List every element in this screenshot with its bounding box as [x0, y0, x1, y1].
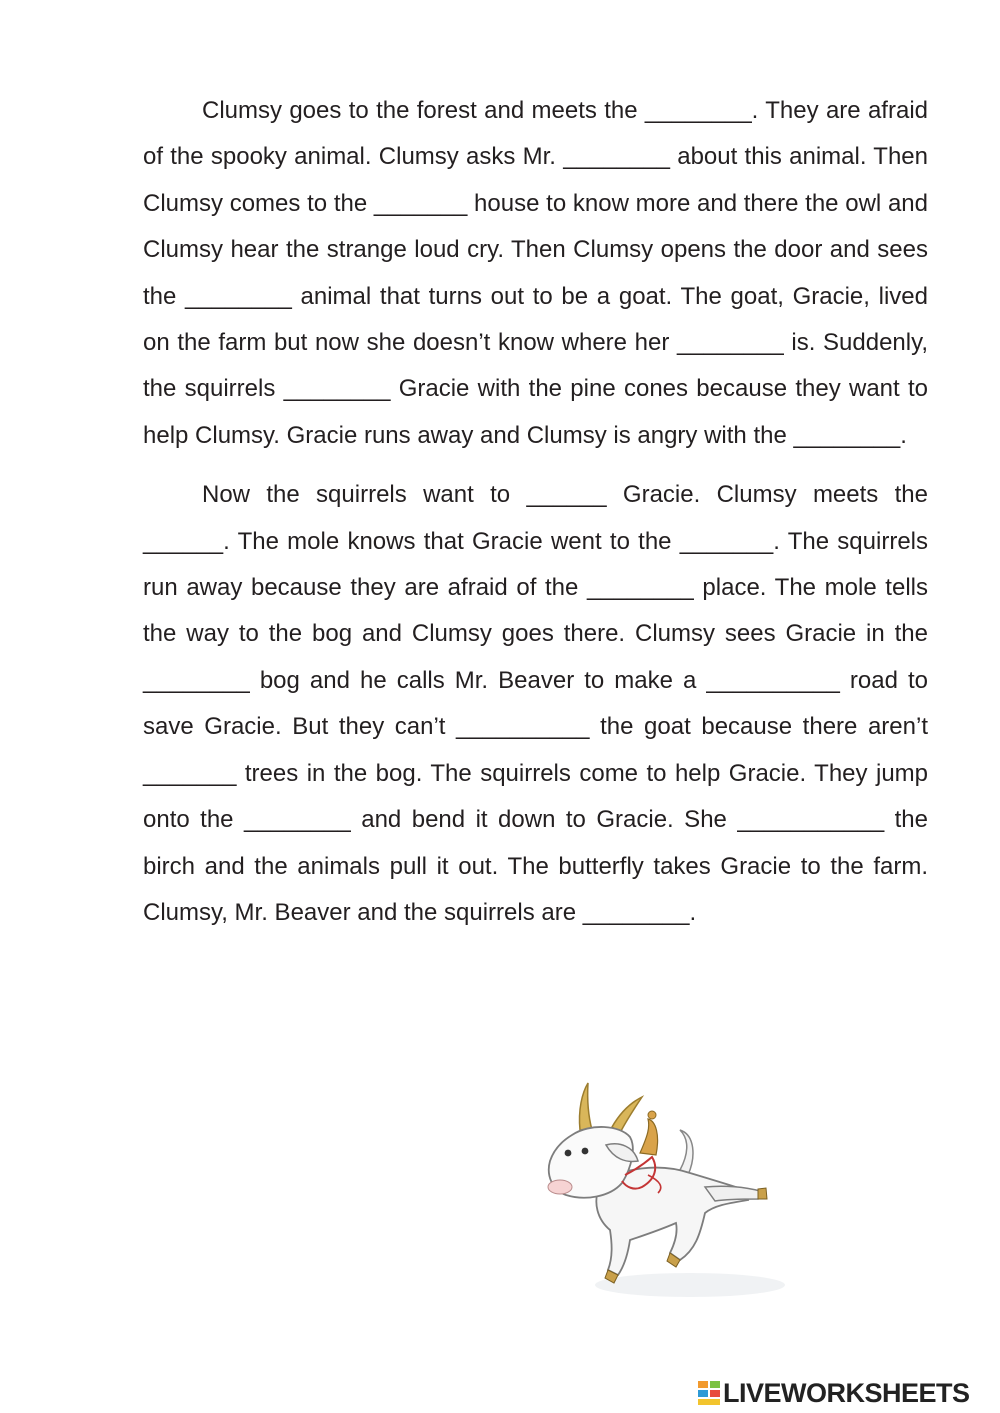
liveworksheets-logo-icon [697, 1380, 721, 1406]
paragraph-2: Now the squirrels want to ______ Gracie. Clumsy meets the ______. The mole knows that Gracie went to the _______. The squirrels run away because they are afraid of the ________ place. The mole tells the way to the bog and Clumsy goes there. Clumsy sees Gracie in the ________ bog and he calls Mr. Beaver to make a __________ road to save Gracie. But they can’t __________ the goat because there aren’t _______ trees in the bog. The squirrels come to help Gracie. They jump onto the ________ and bend it down to Gracie. She ___________ the birch and the animals pull it out. The butterfly takes Gracie to the farm. Clumsy, Mr. Beaver and the squirrels are ________. [143, 481, 928, 926]
goat-illustration [530, 1075, 800, 1310]
paragraph-1: Clumsy goes to the forest and meets the ________. They are afraid of the spooky animal. Clumsy asks Mr. ________ about this animal. Then Clumsy comes to the _______ house to know more and there the owl and Clumsy hear the strange loud cry. Then Clumsy opens the door and sees the ________ animal that turns out to be a goat. The goat, Gracie, lived on the farm but now she doesn’t know where her ________ is. Suddenly, the squirrels ________ Gracie with the pine cones because they want to help Clumsy. Gracie runs away and Clumsy is angry with the ________. [143, 97, 928, 449]
brand-name: LIVEWORKSHEETS [723, 1378, 970, 1408]
worksheet-text [143, 88, 928, 936]
liveworksheets-logo[interactable] [697, 1378, 997, 1408]
